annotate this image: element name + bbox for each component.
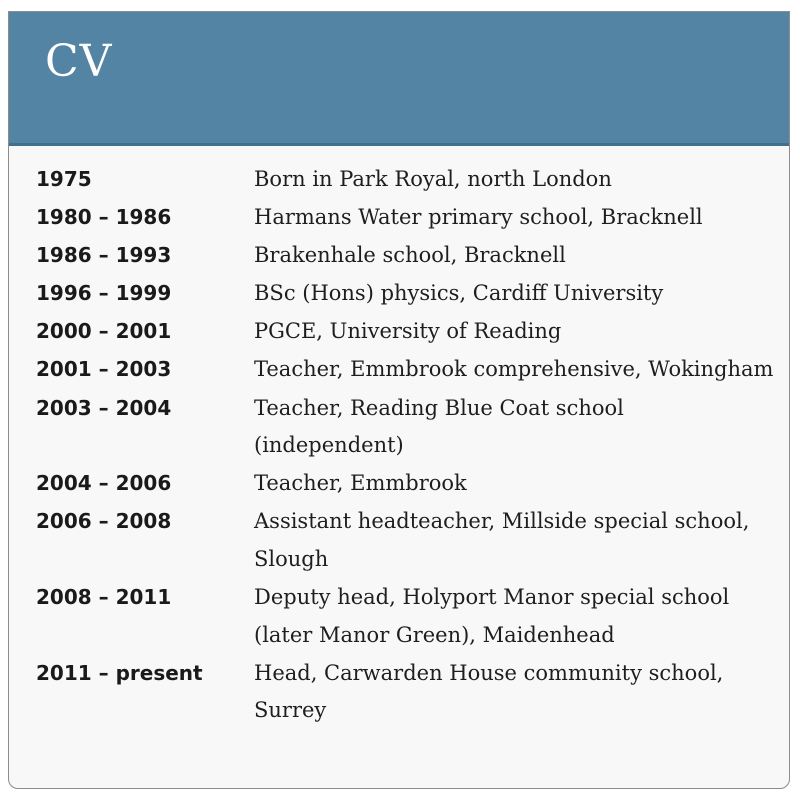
cv-entry-years: 1975 [36,167,92,191]
cv-entry-years: 2004 – 2006 [36,471,172,496]
cv-entry-description: Deputy head, Holyport Manor special school (later Manor Green), Maidenhead [254,585,730,647]
cv-header [9,12,789,146]
cv-entry-description: Born in Park Royal, north London [254,167,612,191]
cv-entry-description: Teacher, Reading Blue Coat school (independent) [254,395,624,458]
cv-entry [36,237,776,275]
cv-entry-description: Teacher, Emmbrook [254,471,467,496]
cv-entry [36,465,776,503]
cv-title: CV [45,36,113,87]
cv-entry [36,579,776,654]
cv-entry [36,390,776,465]
cv-entry [36,351,776,389]
cv-entry-years: 1980 – 1986 [36,205,172,230]
cv-entry-years: 2011 – present [36,660,203,685]
cv-entry-years: 2000 – 2001 [36,319,172,344]
cv-entry-description: PGCE, University of Reading [254,319,562,344]
cv-entry-description: Assistant headteacher, Millside special school, Slough [254,509,750,571]
cv-entry [36,161,776,199]
cv-entry-years: 2001 – 2003 [36,357,172,382]
cv-entry-description: Harmans Water primary school, Bracknell [254,205,703,230]
cv-entry [36,313,776,351]
cv-entry-description: Brakenhale school, Bracknell [254,243,566,268]
cv-entry [36,275,776,313]
cv-entry-description: BSc (Hons) physics, Cardiff University [254,281,664,306]
cv-entries-list [36,161,776,730]
cv-entry-description: Head, Carwarden House community school, Surrey [254,660,724,723]
cv-entry [36,199,776,237]
cv-entry-years: 1986 – 1993 [36,243,172,268]
cv-entry-years: 1996 – 1999 [36,281,172,306]
cv-entry-years: 2006 – 2008 [36,509,172,534]
cv-entry-years: 2008 – 2011 [36,585,172,610]
cv-entry-description: Teacher, Emmbrook comprehensive, Wokingham [254,357,774,382]
cv-entry [36,503,776,578]
cv-entry-years: 2003 – 2004 [36,395,172,420]
cv-card [8,11,790,789]
cv-entry [36,655,776,730]
